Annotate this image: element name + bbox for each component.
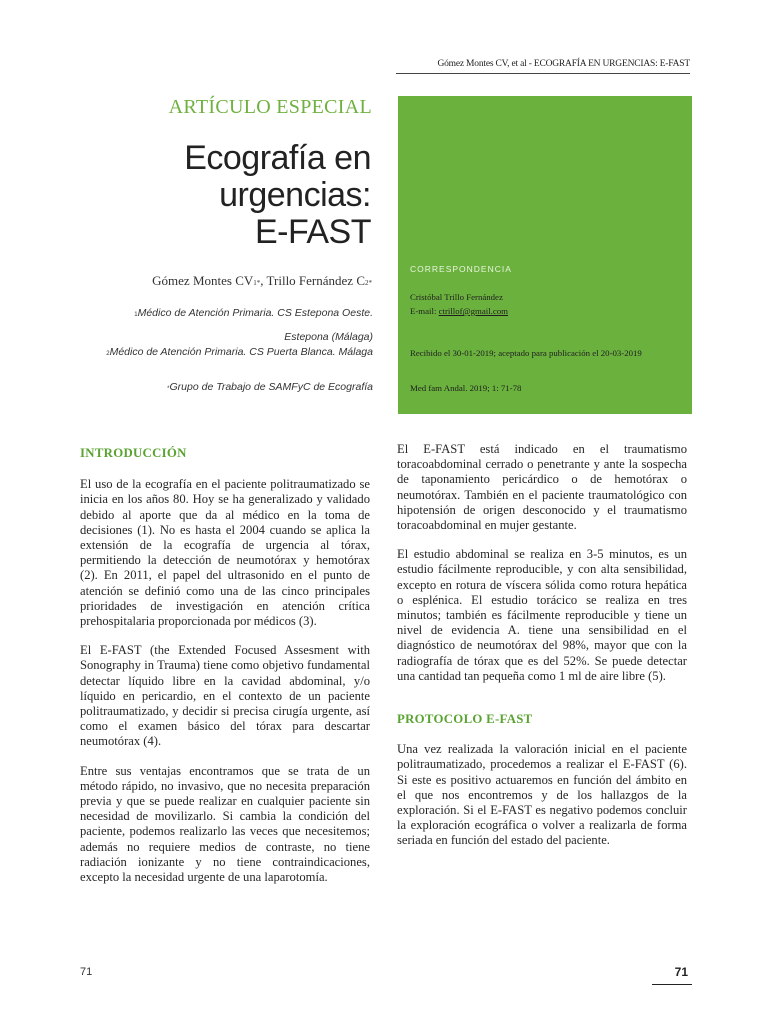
paragraph: Entre sus ventajas encontramos que se trata de un método rápido, no invasivo, que no necesita preparación previa y que se puede realizar en cualquier paciente sin necesidad de movilizarlo. Si cambia la condición del paciente, podemos realizarlo las veces que necesitemos; además no requiere medios de contraste, no tiene radiación ionizante y no tiene contraindicaciones, excepto la necesidad urgente de una laparotomía. bbox=[80, 763, 370, 885]
journal-citation: Med fam Andal. 2019; 1: 71-78 bbox=[410, 383, 522, 393]
author-1: Gómez Montes CV bbox=[152, 273, 254, 288]
section-label: ARTÍCULO ESPECIAL bbox=[168, 96, 372, 118]
author-2: , Trillo Fernández C bbox=[260, 273, 365, 288]
affiliation-mark: * bbox=[167, 386, 170, 392]
article-title bbox=[40, 140, 371, 251]
page-number-left: 71 bbox=[80, 966, 93, 978]
title-line-2: E-FAST bbox=[254, 213, 371, 251]
left-column bbox=[80, 446, 370, 899]
correspondence-label: CORRESPONDENCIA bbox=[410, 264, 512, 274]
paragraph: El uso de la ecografía en el paciente politraumatizado se inicia en los años 80. Hoy se ha generalizado y validado debido al aporte que da al médico en la toma de decisiones (1). No es hasta el 2004 cuando se aplica la extensión de la ecografía de urgencia al tórax, permitiendo la detección de neumotórax y hemotórax (2). En 2011, el papel del ultrasonido en el punto de atención se definió como una de las cinco principales prioridades de investigación en atención crítica prehospitalaria proporcionada por médicos (3). bbox=[80, 477, 370, 629]
paragraph: Una vez realizada la valoración inicial en el paciente politraumatizado, procedemos a realizar el E-FAST (6). Si este es positivo actuaremos en función del ámbito en el que nos encontremos y de los hallazgos de la exploración. Si el E-FAST es negativo podemos concluir la exploración ecográfica o volver a realizarla de forma seriada en función del estado del paciente. bbox=[397, 742, 687, 848]
title-line-1: Ecografía en urgencias: bbox=[184, 139, 371, 214]
right-column bbox=[397, 442, 687, 863]
affiliation-1 bbox=[60, 307, 373, 319]
heading-introduccion: INTRODUCCIÓN bbox=[80, 446, 187, 460]
affiliation-text: Médico de Atención Primaria. CS Puerta Blanca. Málaga bbox=[109, 346, 373, 358]
paragraph: El estudio abdominal se realiza en 3-5 minutos, es un estudio fácilmente reproducible, y con alta sensibilidad, excepto en rotura de víscera sólida como rotura hepática o esplénica. El estudio torácico se realiza en tres minutos; también es fácilmente reproducible y tiene un nivel de evidencia A. tiene una sensibilidad en el diagnóstico de neumotórax del 98%, mayor que con la radiografía de tórax que es del 52%. Se puede detectar una cantidad tan pequeña como 1 ml de aire libre (5). bbox=[397, 547, 687, 683]
correspondence-name: Cristóbal Trillo Fernández bbox=[410, 292, 503, 302]
affiliation-mark: 1 bbox=[134, 312, 138, 318]
email-label: E-mail: bbox=[410, 306, 439, 316]
affiliation-mark: 2 bbox=[106, 351, 110, 357]
affiliation-1-city bbox=[60, 331, 373, 343]
correspondence-box bbox=[398, 96, 692, 414]
author-list bbox=[100, 273, 372, 289]
affiliation-text: Médico de Atención Primaria. CS Estepona Oeste. bbox=[137, 307, 373, 319]
author-2-marks: 2* bbox=[365, 279, 372, 287]
affiliation-text: Grupo de Trabajo de SAMFyC de Ecografía bbox=[169, 381, 373, 393]
email-link[interactable]: ctrillof@gmail.com bbox=[438, 306, 509, 316]
affiliation-3 bbox=[60, 381, 373, 393]
running-head: Gómez Montes CV, et al - ECOGRAFÍA EN URGENCIAS: E-FAST bbox=[437, 59, 690, 69]
affiliation-2 bbox=[60, 346, 373, 358]
heading-protocolo: PROTOCOLO E-FAST bbox=[397, 712, 533, 727]
correspondence-email-line bbox=[410, 306, 508, 316]
page-number-right: 71 bbox=[674, 965, 688, 979]
footer-rule bbox=[652, 984, 692, 985]
affiliation-text: Estepona (Málaga) bbox=[284, 331, 373, 343]
paragraph: El E-FAST está indicado en el traumatismo toracoabdominal cerrado o penetrante y ante la sospecha de taponamiento pericárdico o de hemotórax o neumotórax. También en el paciente traumatológico con hipotensión de origen desconocido y el traumatismo toracoabdominal en mujer gestante. bbox=[397, 442, 687, 533]
received-dates: Recibido el 30-01-2019; aceptado para publicación el 20-03-2019 bbox=[410, 348, 642, 358]
paragraph: El E-FAST (the Extended Focused Assesment with Sonography in Trauma) tiene como objetivo fundamental detectar líquido libre en la cavidad abdominal, y/o líquido en pericardio, en el contexto de un paciente politraumatizado, y decidir si precisa cirugía urgente, así como el examen básico del tórax para descartar neumotórax (4). bbox=[80, 643, 370, 749]
header-rule bbox=[396, 73, 690, 74]
author-1-marks: 1* bbox=[253, 279, 261, 287]
